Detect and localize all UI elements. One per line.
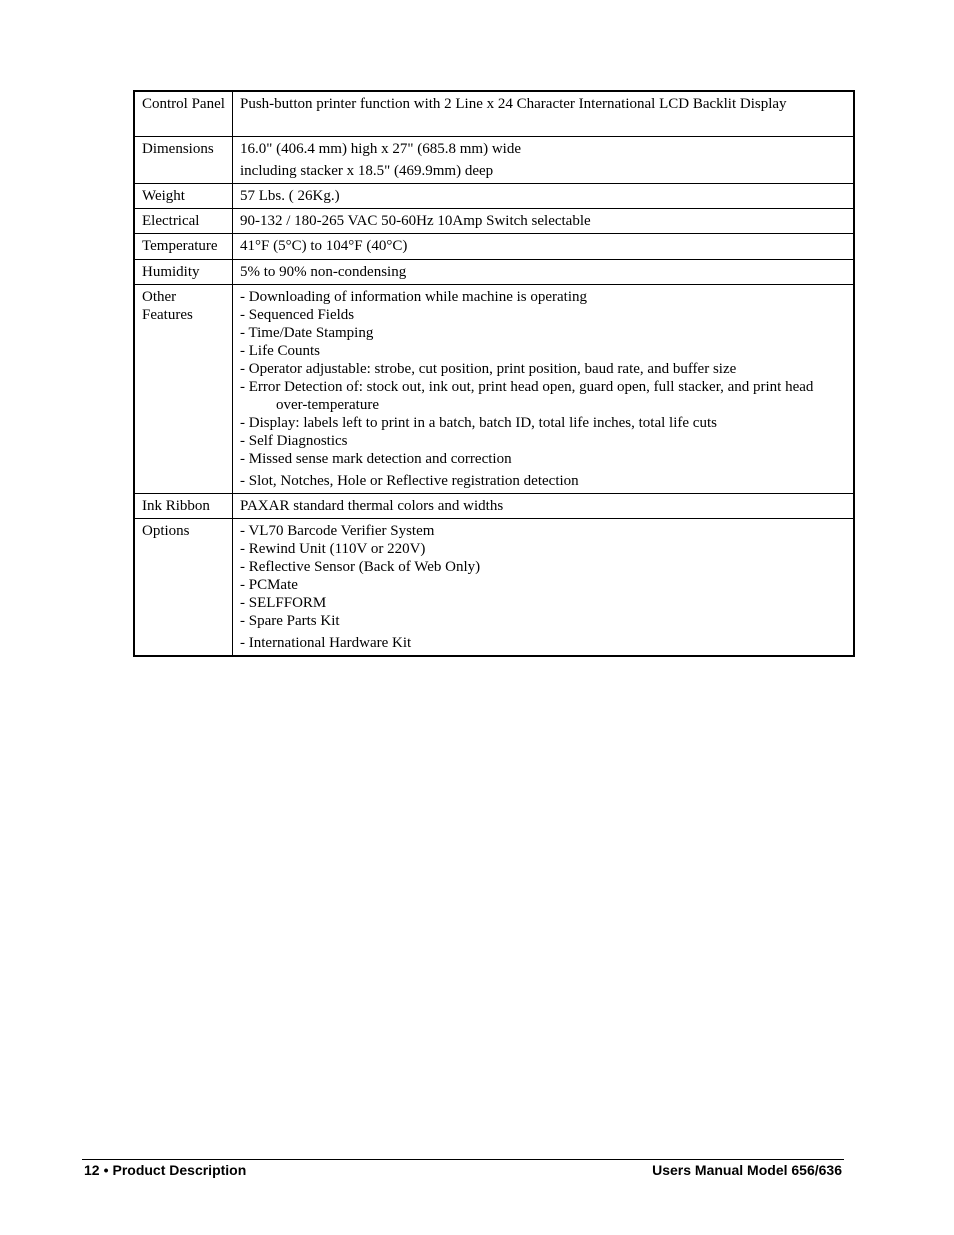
row-value [233,183,855,208]
table-row [134,259,854,284]
value-line: 5% to 90% non-condensing [240,263,407,280]
section-title: Product Description [112,1162,247,1178]
value-line: - Downloading of information while machine is operating [240,288,587,305]
value-line: - PCMate [240,576,298,593]
value-line: 16.0" (406.4 mm) high x 27" (685.8 mm) wide [240,140,521,157]
row-label: Humidity [134,259,233,284]
value-line: PAXAR standard thermal colors and widths [240,497,504,514]
row-value [233,136,855,183]
value-line: - Time/Date Stamping [240,324,374,341]
row-label: Options [134,518,233,656]
value-line: - Sequenced Fields [240,306,355,323]
row-value [233,284,855,493]
table-row [134,233,854,259]
value-line: - Life Counts [240,342,320,359]
row-label: Other Features [134,284,233,493]
table-row [134,284,854,493]
footer-section-label [84,1162,246,1178]
table-row [134,136,854,183]
row-value [233,493,855,518]
page-number: 12 [84,1162,100,1178]
row-value [233,91,855,136]
value-line: - VL70 Barcode Verifier System [240,522,435,539]
value-line: - Operator adjustable: strobe, cut position, print position, baud rate, and buffer size [240,360,737,377]
row-label: Ink Ribbon [134,493,233,518]
value-line: 41°F (5°C) to 104°F (40°C) [240,237,408,254]
row-value [233,233,855,259]
value-line: - Error Detection of: stock out, ink out, print head open, guard open, full stacker, and print head [240,378,814,395]
value-line: - Rewind Unit (110V or 220V) [240,540,426,557]
manual-title: Users Manual Model 656/636 [652,1162,842,1178]
value-line: - Missed sense mark detection and correction [240,450,512,467]
row-label: Control Panel [134,91,233,136]
specifications-table [133,90,855,657]
row-value [233,259,855,284]
bullet-separator: • [103,1162,109,1178]
row-label: Weight [134,183,233,208]
table-row [134,183,854,208]
value-line: including stacker x 18.5" (469.9mm) deep [240,162,494,179]
table-row [134,493,854,518]
value-line: 57 Lbs. ( 26Kg.) [240,187,340,204]
value-line-continuation: over-temperature [276,396,379,413]
row-label: Electrical [134,208,233,233]
table-row [134,91,854,136]
value-line: - International Hardware Kit [240,634,412,651]
value-line: - Display: labels left to print in a batch, batch ID, total life inches, total life cuts [240,414,717,431]
value-line: - Slot, Notches, Hole or Reflective registration detection [240,472,579,489]
footer-divider [82,1159,844,1160]
table-row [134,518,854,656]
value-line: Push-button printer function with 2 Line x 24 Character International LCD Backlit Display [240,96,787,112]
row-value [233,518,855,656]
row-label: Dimensions [134,136,233,183]
value-line: - SELFFORM [240,594,327,611]
value-line: - Reflective Sensor (Back of Web Only) [240,558,481,575]
value-line: - Self Diagnostics [240,432,348,449]
row-value [233,208,855,233]
value-line: 90-132 / 180-265 VAC 50-60Hz 10Amp Switch selectable [240,212,591,229]
table-row [134,208,854,233]
row-label: Temperature [134,233,233,259]
value-line: - Spare Parts Kit [240,612,340,629]
